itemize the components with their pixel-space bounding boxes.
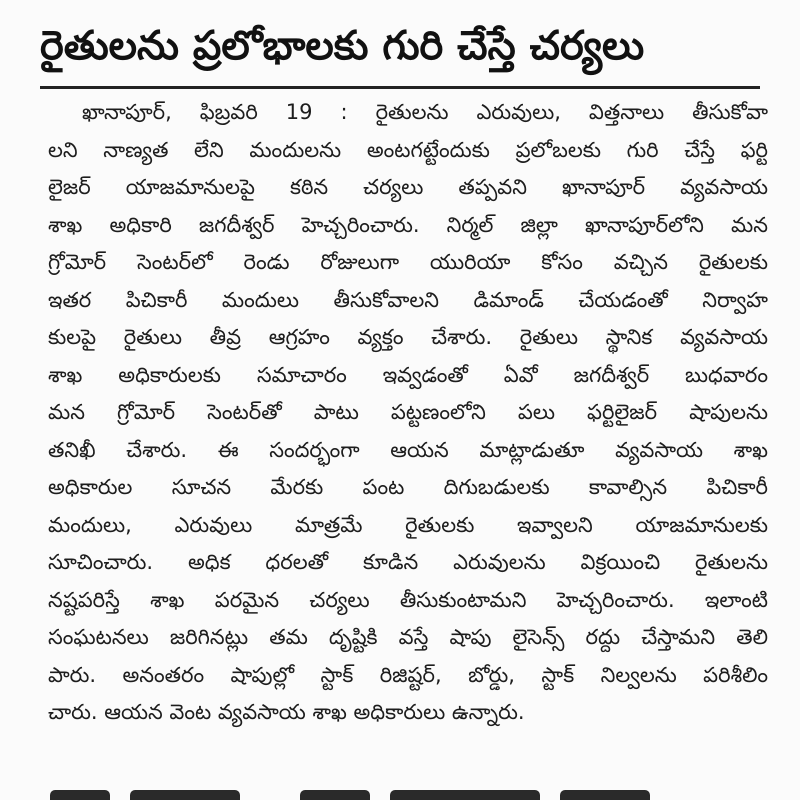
article-line: తనిఖీ చేశారు. ఈ సందర్భంగా ఆయన మాట్లాడుతూ వ్యవసాయ శాఖ bbox=[48, 437, 768, 462]
headline-rule bbox=[40, 86, 760, 89]
article-line: అధికారుల సూచన మేరకు పంట దిగుబడులకు కావాల్సిన పిచికారీ bbox=[48, 475, 768, 499]
cutoff-fragment bbox=[50, 790, 110, 800]
article-body bbox=[48, 94, 768, 732]
cutoff-fragment bbox=[390, 790, 540, 800]
article-line: పారు. అనంతరం షాపుల్లో స్టాక్ రిజిష్టర్, బోర్డు, స్టాక్ నిల్వలను పరిశీలిం bbox=[48, 662, 768, 687]
cutoff-fragment bbox=[300, 790, 370, 800]
cutoff-fragment bbox=[560, 790, 650, 800]
cutoff-fragment bbox=[130, 790, 240, 800]
article-line: మందులు, ఎరువులు మాత్రమే రైతులకు ఇవ్వాలని యాజమానులకు bbox=[48, 512, 768, 537]
article-line: చారు. ఆయన వెంట వ్యవసాయ శాఖ అధికారులు ఉన్నారు. bbox=[48, 700, 525, 724]
article-line: లైజర్ యాజమానులపై కఠిన చర్యలు తప్పవని ఖానాపూర్ వ్యవసాయ bbox=[48, 175, 768, 199]
article-line: లని నాణ్యత లేని మందులను అంటగట్టేందుకు ప్రలోబలకు గురి చేస్తే ఫర్టి bbox=[48, 137, 768, 162]
article-line: సూచించారు. అధిక ధరలతో కూడిన ఎరువులను విక్రయించి రైతులను bbox=[48, 550, 768, 574]
article-line: సంఘటనలు జరిగినట్లు తమ దృష్టికి వస్తే షాపు లైసెన్స్ రద్దు చేస్తామని తెలి bbox=[48, 625, 768, 649]
article-line: ఖానాపూర్, ఫిబ్రవరి 19 : రైతులను ఎరువులు, విత్తనాలు తీసుకోవా bbox=[82, 100, 768, 124]
article-line: గ్రోమోర్ సెంటర్‌లో రెండు రోజులుగా యురియా కోసం వచ్చిన రైతులకు bbox=[48, 250, 768, 274]
article-line: కులపై రైతులు తీవ్ర ఆగ్రహం వ్యక్తం చేశారు. రైతులు స్థానిక వ్యవసాయ bbox=[48, 325, 768, 349]
article-headline: రైతులను ప్రలోభాలకు గురి చేస్తే చర్యలు bbox=[40, 23, 645, 69]
article-line: మన గ్రోమోర్ సెంటర్‌తో పాటు పట్టణంలోని పలు ఫర్టిలైజర్ షాపులను bbox=[48, 400, 768, 424]
article-line: నష్టపరిస్తే శాఖ పరమైన చర్యలు తీసుకుంటామని హెచ్చరించారు. ఇలాంటి bbox=[48, 587, 768, 612]
next-article-cutoff bbox=[40, 786, 760, 800]
article-line: శాఖ అధికారులకు సమాచారం ఇవ్వడంతో ఏవో జగదీశ్వర్ బుధవారం bbox=[48, 362, 768, 387]
article-line: ఇతర పిచికారీ మందులు తీసుకోవాలని డిమాండ్ చేయడంతో నిర్వాహ bbox=[48, 287, 768, 312]
article-line: శాఖ అధికారి జగదీశ్వర్ హెచ్చరించారు. నిర్మల్ జిల్లా ఖానాపూర్‌లోని మన bbox=[48, 212, 768, 237]
